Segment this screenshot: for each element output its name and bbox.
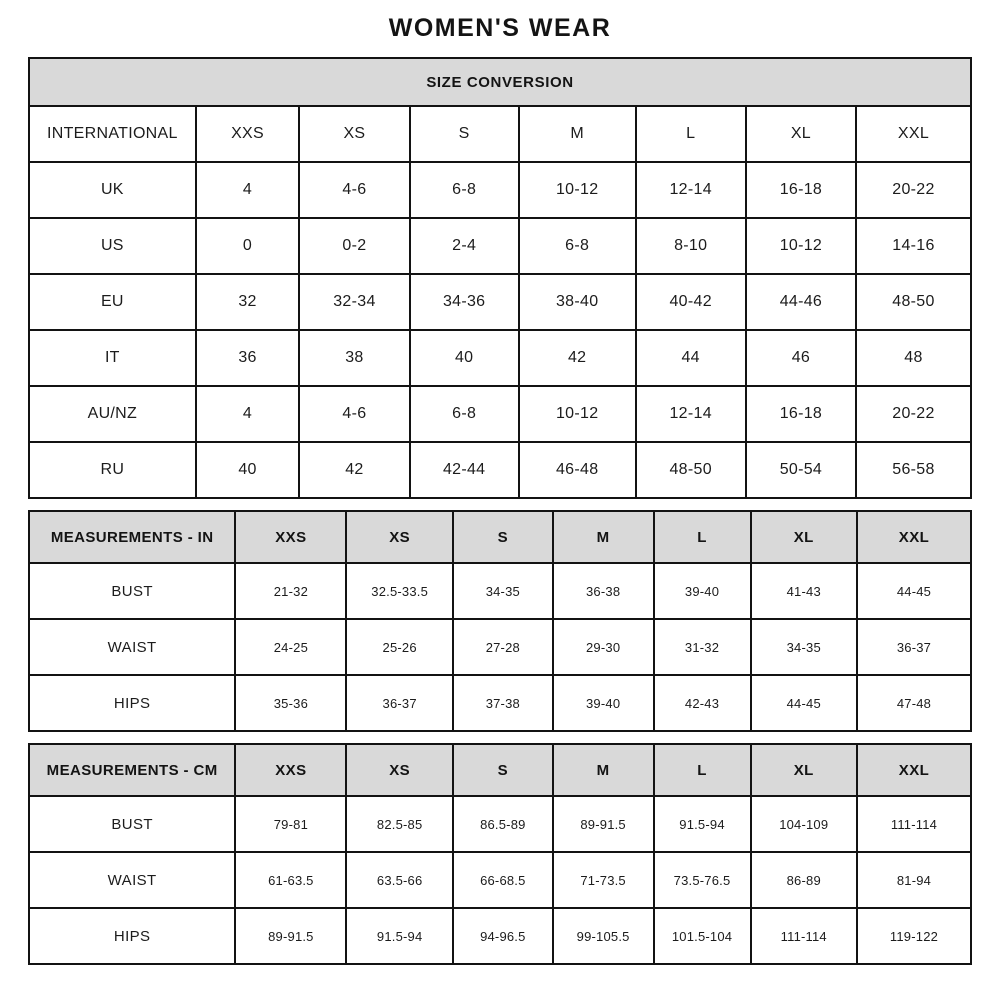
size-column-label: M	[553, 511, 654, 563]
measurement-value-cell: 32.5-33.5	[346, 563, 452, 619]
size-value-cell: 0	[196, 218, 300, 274]
size-value-cell: 38	[299, 330, 409, 386]
measurement-value-cell: 34-35	[453, 563, 553, 619]
measurements-cm-table	[28, 743, 972, 965]
measurement-value-cell: 111-114	[857, 796, 971, 852]
region-label: EU	[29, 274, 196, 330]
size-value-cell: 16-18	[746, 162, 856, 218]
measurement-value-cell: 61-63.5	[235, 852, 346, 908]
size-value-cell: 8-10	[636, 218, 746, 274]
size-value-cell: 40	[196, 442, 300, 498]
measurement-value-cell: 36-37	[857, 619, 971, 675]
size-value-cell: 10-12	[519, 386, 636, 442]
size-systems-header-row	[29, 106, 971, 162]
size-column-label: XL	[751, 511, 857, 563]
size-column-label: L	[654, 744, 751, 796]
region-label: RU	[29, 442, 196, 498]
conversion-row-it	[29, 330, 971, 386]
size-column-label: XXS	[235, 511, 346, 563]
measurements-cm-header-row	[29, 744, 971, 796]
measurement-value-cell: 81-94	[857, 852, 971, 908]
size-value-cell: 6-8	[410, 386, 519, 442]
size-value-cell: 42-44	[410, 442, 519, 498]
measurement-value-cell: 39-40	[553, 675, 654, 731]
measurement-value-cell: 27-28	[453, 619, 553, 675]
size-conversion-body	[29, 58, 971, 498]
measurement-value-cell: 34-35	[751, 619, 857, 675]
measurement-value-cell: 24-25	[235, 619, 346, 675]
measurement-value-cell: 44-45	[857, 563, 971, 619]
measurement-value-cell: 73.5-76.5	[654, 852, 751, 908]
measurements-in-header-row	[29, 511, 971, 563]
size-value-cell: 0-2	[299, 218, 409, 274]
size-value-cell: 46	[746, 330, 856, 386]
measurements-in-title: MEASUREMENTS - IN	[29, 511, 235, 563]
measurement-value-cell: 41-43	[751, 563, 857, 619]
measurement-label: HIPS	[29, 675, 235, 731]
measurement-label: HIPS	[29, 908, 235, 964]
conversion-row-us	[29, 218, 971, 274]
measurement-value-cell: 36-38	[553, 563, 654, 619]
measurement-row-hips-in	[29, 675, 971, 731]
measurement-value-cell: 101.5-104	[654, 908, 751, 964]
size-value-cell: 40	[410, 330, 519, 386]
measurements-cm-body	[29, 744, 971, 964]
measurement-label: WAIST	[29, 852, 235, 908]
measurements-cm-title: MEASUREMENTS - CM	[29, 744, 235, 796]
size-column-label: XL	[751, 744, 857, 796]
measurement-row-waist-in	[29, 619, 971, 675]
measurement-value-cell: 21-32	[235, 563, 346, 619]
conversion-row-ru	[29, 442, 971, 498]
measurement-label: BUST	[29, 796, 235, 852]
measurement-value-cell: 111-114	[751, 908, 857, 964]
size-value-cell: 48-50	[636, 442, 746, 498]
measurement-row-hips-cm	[29, 908, 971, 964]
size-column-label: XL	[746, 106, 856, 162]
size-value-cell: 4	[196, 162, 300, 218]
size-column-label: XXS	[196, 106, 300, 162]
size-value-cell: 56-58	[856, 442, 971, 498]
measurements-in-body	[29, 511, 971, 731]
size-column-label: XS	[299, 106, 409, 162]
size-column-label: XXS	[235, 744, 346, 796]
size-value-cell: 4-6	[299, 162, 409, 218]
measurement-value-cell: 91.5-94	[654, 796, 751, 852]
size-value-cell: 32-34	[299, 274, 409, 330]
size-column-label: S	[453, 511, 553, 563]
measurement-value-cell: 104-109	[751, 796, 857, 852]
size-column-label: XXL	[857, 511, 971, 563]
measurement-value-cell: 119-122	[857, 908, 971, 964]
size-column-label: XS	[346, 744, 452, 796]
measurement-row-waist-cm	[29, 852, 971, 908]
size-value-cell: 12-14	[636, 386, 746, 442]
size-conversion-table	[28, 57, 972, 499]
size-value-cell: 38-40	[519, 274, 636, 330]
measurement-value-cell: 31-32	[654, 619, 751, 675]
measurement-row-bust-in	[29, 563, 971, 619]
size-value-cell: 50-54	[746, 442, 856, 498]
conversion-row-au-nz	[29, 386, 971, 442]
measurement-value-cell: 66-68.5	[453, 852, 553, 908]
page-title: WOMEN'S WEAR	[388, 14, 612, 42]
size-value-cell: 44	[636, 330, 746, 386]
region-label: UK	[29, 162, 196, 218]
size-value-cell: 34-36	[410, 274, 519, 330]
size-value-cell: 4	[196, 386, 300, 442]
size-column-label: S	[410, 106, 519, 162]
conversion-row-uk	[29, 162, 971, 218]
size-value-cell: 42	[299, 442, 409, 498]
measurement-value-cell: 63.5-66	[346, 852, 452, 908]
size-column-label: M	[519, 106, 636, 162]
measurement-value-cell: 71-73.5	[553, 852, 654, 908]
region-label: US	[29, 218, 196, 274]
size-value-cell: 20-22	[856, 162, 971, 218]
size-value-cell: 6-8	[410, 162, 519, 218]
measurement-value-cell: 35-36	[235, 675, 346, 731]
size-value-cell: 10-12	[746, 218, 856, 274]
size-value-cell: 20-22	[856, 386, 971, 442]
size-value-cell: 32	[196, 274, 300, 330]
measurement-value-cell: 42-43	[654, 675, 751, 731]
measurement-value-cell: 82.5-85	[346, 796, 452, 852]
measurement-value-cell: 86-89	[751, 852, 857, 908]
region-label: AU/NZ	[29, 386, 196, 442]
size-value-cell: 48-50	[856, 274, 971, 330]
size-value-cell: 10-12	[519, 162, 636, 218]
measurement-value-cell: 94-96.5	[453, 908, 553, 964]
measurement-label: BUST	[29, 563, 235, 619]
size-value-cell: 36	[196, 330, 300, 386]
size-value-cell: 40-42	[636, 274, 746, 330]
region-label: IT	[29, 330, 196, 386]
measurement-value-cell: 99-105.5	[553, 908, 654, 964]
measurement-value-cell: 79-81	[235, 796, 346, 852]
measurement-value-cell: 44-45	[751, 675, 857, 731]
size-value-cell: 16-18	[746, 386, 856, 442]
size-conversion-title: SIZE CONVERSION	[29, 58, 971, 106]
measurement-value-cell: 29-30	[553, 619, 654, 675]
size-value-cell: 48	[856, 330, 971, 386]
measurements-in-table	[28, 510, 972, 732]
measurement-value-cell: 47-48	[857, 675, 971, 731]
conversion-row-eu	[29, 274, 971, 330]
measurement-value-cell: 89-91.5	[553, 796, 654, 852]
measurement-value-cell: 86.5-89	[453, 796, 553, 852]
size-value-cell: 2-4	[410, 218, 519, 274]
size-value-cell: 14-16	[856, 218, 971, 274]
measurement-row-bust-cm	[29, 796, 971, 852]
measurement-value-cell: 39-40	[654, 563, 751, 619]
size-column-label: L	[654, 511, 751, 563]
size-column-label: M	[553, 744, 654, 796]
measurement-value-cell: 25-26	[346, 619, 452, 675]
size-value-cell: 44-46	[746, 274, 856, 330]
size-value-cell: 42	[519, 330, 636, 386]
size-value-cell: 46-48	[519, 442, 636, 498]
measurement-label: WAIST	[29, 619, 235, 675]
size-column-label: XXL	[857, 744, 971, 796]
measurement-value-cell: 91.5-94	[346, 908, 452, 964]
size-column-label: L	[636, 106, 746, 162]
measurement-value-cell: 36-37	[346, 675, 452, 731]
measurement-value-cell: 37-38	[453, 675, 553, 731]
size-column-label: S	[453, 744, 553, 796]
size-value-cell: 4-6	[299, 386, 409, 442]
size-conversion-title-row	[29, 58, 971, 106]
measurement-value-cell: 89-91.5	[235, 908, 346, 964]
international-label: INTERNATIONAL	[29, 106, 196, 162]
size-column-label: XXL	[856, 106, 971, 162]
size-value-cell: 6-8	[519, 218, 636, 274]
size-column-label: XS	[346, 511, 452, 563]
size-value-cell: 12-14	[636, 162, 746, 218]
